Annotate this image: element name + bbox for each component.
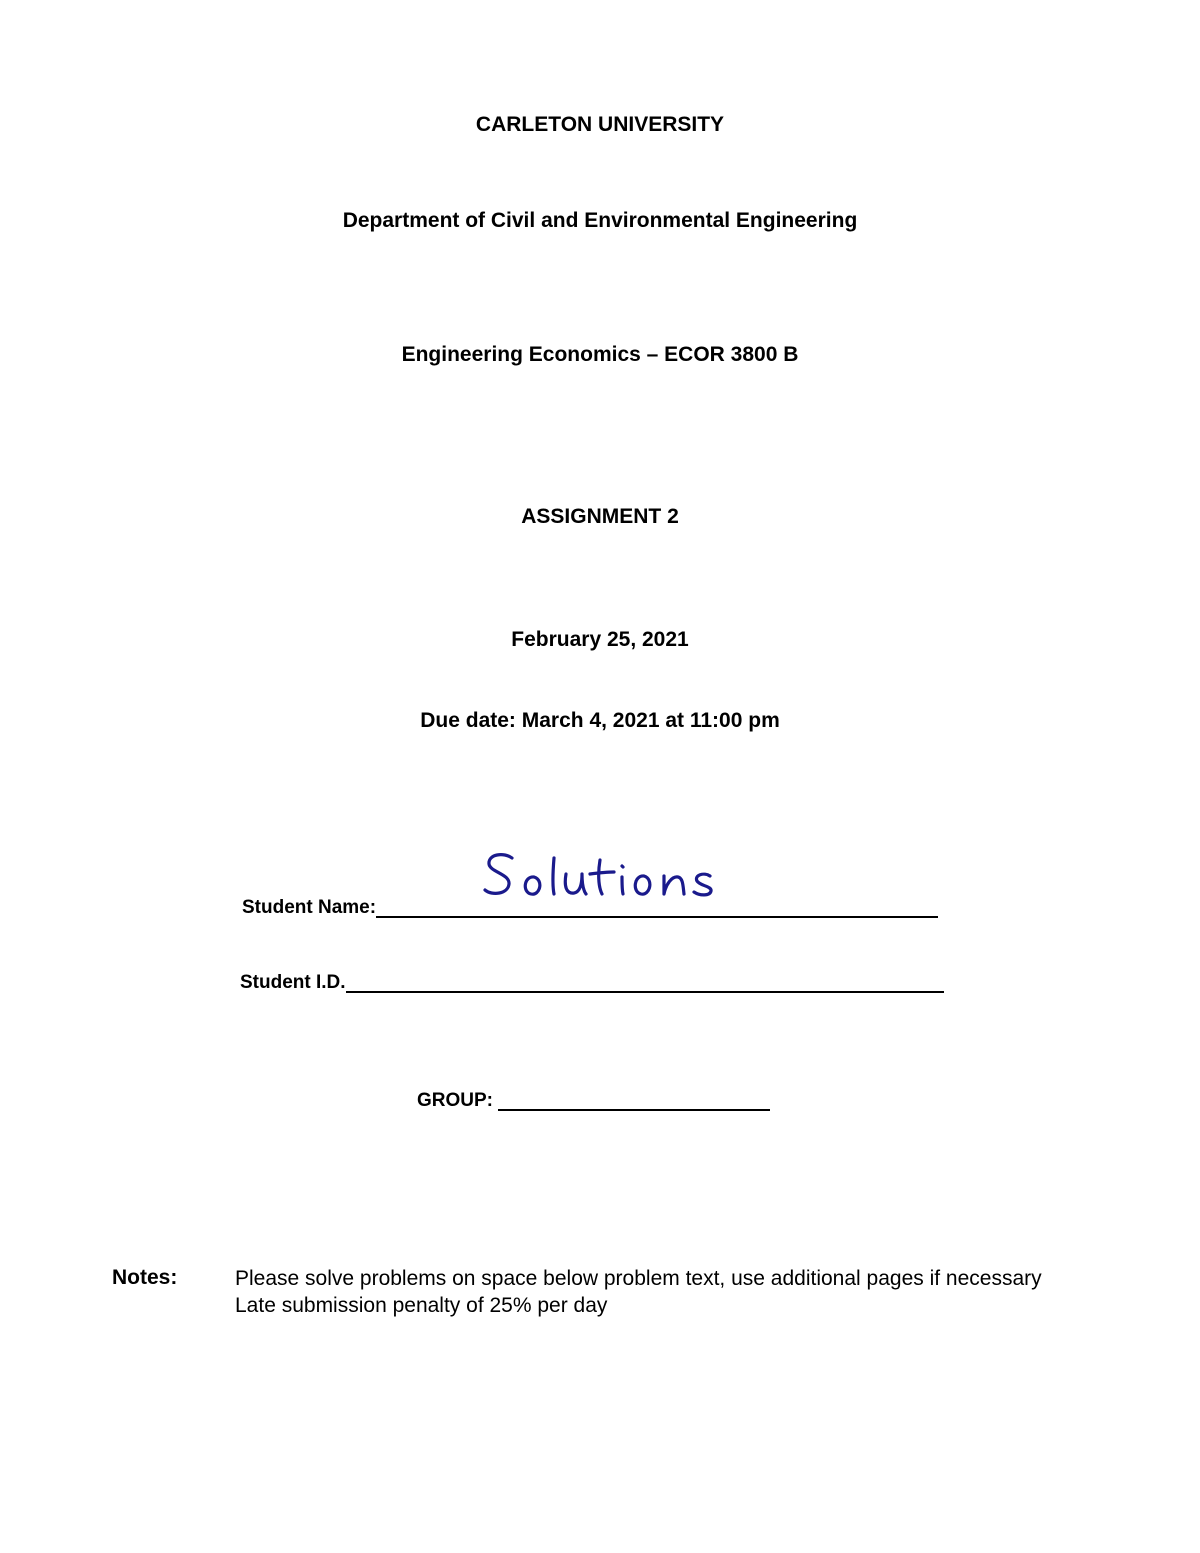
course-title: Engineering Economics – ECOR 3800 B <box>401 343 799 366</box>
student-name-label: Student Name: <box>242 897 377 918</box>
group-label: GROUP: <box>417 1090 499 1111</box>
university-title: CARLETON UNIVERSITY <box>475 113 725 136</box>
group-line[interactable] <box>498 1091 770 1111</box>
student-name-row <box>242 896 938 920</box>
student-id-line[interactable] <box>346 973 944 993</box>
notes-label: Notes: <box>112 1266 178 1289</box>
notes-body <box>235 1265 1055 1319</box>
group-row <box>417 1089 770 1113</box>
assignment-title: ASSIGNMENT 2 <box>521 505 679 528</box>
student-id-row <box>240 971 944 995</box>
issue-date: February 25, 2021 <box>511 628 689 651</box>
student-name-line[interactable] <box>376 898 938 918</box>
notes-line: Please solve problems on space below problem text, use additional pages if necessary <box>235 1267 1042 1290</box>
due-date: Due date: March 4, 2021 at 11:00 pm <box>420 709 780 732</box>
department-title: Department of Civil and Environmental Engineering <box>342 209 858 232</box>
notes-line: Late submission penalty of 25% per day <box>235 1294 608 1317</box>
student-id-label: Student I.D. <box>240 972 346 993</box>
